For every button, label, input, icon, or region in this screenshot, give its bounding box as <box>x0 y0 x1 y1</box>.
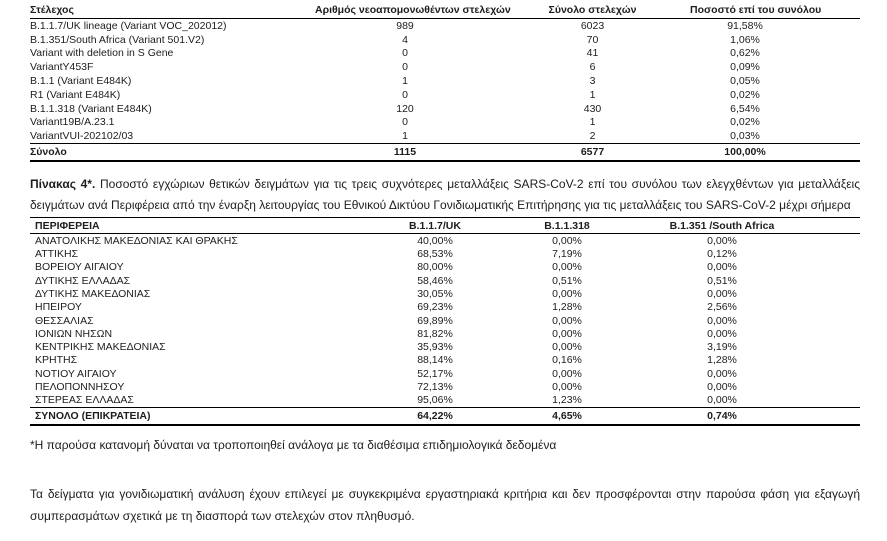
region-row <box>30 287 860 300</box>
variant-pct: 6,54% <box>730 102 760 115</box>
variants-total-pct: 100,00% <box>724 146 766 159</box>
variant-name: B.1.1.7/UK lineage (Variant VOC_202012) <box>30 19 227 32</box>
variant-total-strains: 41 <box>586 47 599 60</box>
region-b117-pct: 40,00% <box>417 234 453 247</box>
region-row <box>30 301 860 314</box>
variant-pct: 0,09% <box>730 61 760 74</box>
variant-pct: 0,02% <box>730 116 760 129</box>
col-header-new-isolates: Αριθμός νεοαπομονωθέντων στελεχών <box>315 3 511 16</box>
region-name: ΚΕΝΤΡΙΚΗΣ ΜΑΚΕΔΟΝΙΑΣ <box>35 341 166 354</box>
variant-name: B.1.351/South Africa (Variant 501.V2) <box>30 33 205 46</box>
variant-pct: 91,58% <box>727 19 763 32</box>
region-b1351-pct: 0,51% <box>707 274 737 287</box>
variant-total-strains: 1 <box>589 88 596 101</box>
variant-row <box>30 60 860 74</box>
regions-total-b117-pct: 64,22% <box>417 409 453 422</box>
region-b117-pct: 81,82% <box>417 327 453 340</box>
region-b117-pct: 95,06% <box>417 394 453 407</box>
region-b11318-pct: 0,00% <box>552 261 582 274</box>
region-b11318-pct: 1,28% <box>552 301 582 314</box>
variants-table <box>30 1 860 162</box>
regions-total-label: ΣΥΝΟΛΟ (ΕΠΙΚΡΑΤΕΙΑ) <box>35 409 151 422</box>
region-b11318-pct: 7,19% <box>552 248 582 261</box>
variant-pct: 1,06% <box>730 33 760 46</box>
regions-table-header <box>30 217 860 234</box>
region-row <box>30 247 860 260</box>
variant-new-isolates: 0 <box>402 47 408 60</box>
region-row <box>30 234 860 247</box>
region-b1351-pct: 0,00% <box>707 261 737 274</box>
variant-row <box>30 74 860 88</box>
region-b1351-pct: 0,00% <box>707 288 737 300</box>
variant-total-strains: 6023 <box>580 19 605 32</box>
closing-paragraph: Τα δείγματα για γονιδιωματική ανάλυση έχουν επιλεγεί με συγκεκριμένα εργαστηριακά κριτήρια και δεν προσφέρονται στην παρούσα φάση για εξαγωγή συμπερασμάτων σχετικά με τη διασπορά των στελεχών στον πληθυσμό. <box>30 486 860 524</box>
region-row <box>30 394 860 407</box>
variant-total-strains: 2 <box>589 130 596 143</box>
variant-new-isolates: 120 <box>396 102 414 115</box>
region-b117-pct: 69,23% <box>417 301 453 314</box>
variant-pct: 0,62% <box>730 47 760 60</box>
region-row <box>30 314 860 327</box>
region-b117-pct: 58,46% <box>417 274 453 287</box>
regions-total-row <box>30 407 860 426</box>
region-row <box>30 380 860 393</box>
region-b117-pct: 88,14% <box>417 354 453 367</box>
region-b11318-pct: 0,00% <box>552 381 582 394</box>
region-b117-pct: 69,89% <box>417 314 453 327</box>
region-name: ΠΕΛΟΠΟΝΝΗΣΟΥ <box>35 381 125 394</box>
variant-row <box>30 19 860 33</box>
variant-row <box>30 88 860 102</box>
variant-name: B.1.1 (Variant E484K) <box>30 75 132 88</box>
region-b117-pct: 30,05% <box>417 288 453 300</box>
variants-total-label: Σύνολο <box>30 146 67 159</box>
region-row <box>30 367 860 380</box>
variant-total-strains: 6 <box>589 61 596 74</box>
region-name: ΔΥΤΙΚΗΣ ΜΑΚΕΔΟΝΙΑΣ <box>35 288 151 300</box>
region-b1351-pct: 0,00% <box>707 394 737 407</box>
variant-new-isolates: 0 <box>402 116 408 129</box>
variant-name: VariantVUI-202102/03 <box>30 130 134 143</box>
variant-name: Variant19B/A.23.1 <box>30 116 115 129</box>
variants-total-new-isolates: 1115 <box>393 146 417 159</box>
variant-new-isolates: 1 <box>402 130 408 143</box>
variants-table-header <box>30 1 860 19</box>
region-b117-pct: 52,17% <box>417 367 453 380</box>
region-b11318-pct: 0,00% <box>552 341 582 354</box>
region-name: ΝΟΤΙΟΥ ΑΙΓΑΙΟΥ <box>35 367 117 380</box>
variant-new-isolates: 0 <box>402 88 408 101</box>
regions-table <box>30 217 860 425</box>
page-content <box>30 1 860 528</box>
region-b117-pct: 80,00% <box>417 261 453 274</box>
variant-total-strains: 430 <box>583 102 602 115</box>
region-name: ΔΥΤΙΚΗΣ ΕΛΛΑΔΑΣ <box>35 274 131 287</box>
region-b1351-pct: 0,12% <box>707 248 737 261</box>
region-b1351-pct: 2,56% <box>707 301 737 314</box>
footnote: *Η παρούσα κατανομή δύναται να τροποποιηθεί ανάλογα με τα διαθέσιμα επιδημιολογικά δεδομένα <box>30 437 557 452</box>
region-b1351-pct: 1,28% <box>707 354 737 367</box>
table4-caption-text: Ποσοστό εγχώριων θετικών δειγμάτων για τις τρεις συχνότερες μεταλλάξεις SARS-CoV-2 επί του συνόλου των ελεγχθέντων για μεταλλάξεις δειγμάτων ανά Περιφέρεια από την έναρξη λειτουργίας του Εθνικού Δικτύου Γονιδιωματικής Επιτήρησης για τις μεταλλάξεις του SARS-CoV-2 μέχρι σήμερα <box>30 177 860 212</box>
region-b11318-pct: 1,23% <box>552 394 582 407</box>
variant-new-isolates: 0 <box>402 61 408 74</box>
region-row <box>30 274 860 287</box>
variant-total-strains: 3 <box>589 75 596 88</box>
variant-row <box>30 129 860 143</box>
variant-new-isolates: 4 <box>402 33 408 46</box>
region-name: ΣΤΕΡΕΑΣ ΕΛΛΑΔΑΣ <box>35 394 134 407</box>
col-header-b1351: B.1.351 /South Africa <box>669 219 775 232</box>
region-name: ΙΟΝΙΩΝ ΝΗΣΩΝ <box>35 327 113 340</box>
variant-total-strains: 70 <box>586 33 599 46</box>
variant-name: B.1.1.318 (Variant E484K) <box>30 102 152 115</box>
regions-total-b1351-pct: 0,74% <box>707 409 737 422</box>
col-header-pct-of-total: Ποσοστό επί του συνόλου <box>690 3 822 16</box>
col-header-total-strains: Σύνολο στελεχών <box>548 3 637 16</box>
variant-pct: 0,05% <box>730 75 760 88</box>
region-b11318-pct: 0,00% <box>552 367 582 380</box>
variant-row <box>30 33 860 47</box>
region-row <box>30 327 860 340</box>
region-row <box>30 261 860 274</box>
region-b1351-pct: 0,00% <box>707 381 737 394</box>
region-b11318-pct: 0,00% <box>552 288 582 300</box>
variant-row <box>30 116 860 130</box>
variant-row <box>30 47 860 61</box>
regions-total-b11318-pct: 4,65% <box>552 409 582 422</box>
region-b117-pct: 35,93% <box>417 341 453 354</box>
variant-name: R1 (Variant E484K) <box>30 88 121 101</box>
variant-new-isolates: 1 <box>402 75 408 88</box>
table4-caption-label: Πίνακας 4*. <box>30 177 96 192</box>
region-b1351-pct: 3,19% <box>707 341 737 354</box>
variant-row <box>30 102 860 116</box>
region-name: ΒΟΡΕΙΟΥ ΑΙΓΑΙΟΥ <box>35 261 124 274</box>
region-b1351-pct: 0,00% <box>707 327 737 340</box>
region-name: ΘΕΣΣΑΛΙΑΣ <box>35 314 94 327</box>
col-header-b117: B.1.1.7/UK <box>409 219 461 232</box>
col-header-strain: Στέλεχος <box>30 3 74 16</box>
region-name: ΚΡΗΤΗΣ <box>35 354 78 367</box>
region-b1351-pct: 0,00% <box>707 314 737 327</box>
col-header-region: ΠΕΡΙΦΕΡΕΙΑ <box>35 219 100 232</box>
col-header-b11318: B.1.1.318 <box>544 219 590 232</box>
region-row <box>30 341 860 354</box>
region-row <box>30 354 860 367</box>
region-name: ΑΝΑΤΟΛΙΚΗΣ ΜΑΚΕΔΟΝΙΑΣ ΚΑΙ ΘΡΑΚΗΣ <box>35 234 238 247</box>
region-b11318-pct: 0,00% <box>552 327 582 340</box>
region-b1351-pct: 0,00% <box>707 234 737 247</box>
region-b117-pct: 72,13% <box>417 381 453 394</box>
variant-total-strains: 1 <box>589 116 596 129</box>
variant-pct: 0,02% <box>730 88 760 101</box>
variant-name: VariantY453F <box>30 61 94 74</box>
region-b1351-pct: 0,00% <box>707 367 737 380</box>
region-b11318-pct: 0,00% <box>552 234 582 247</box>
region-b11318-pct: 0,51% <box>552 274 582 287</box>
variants-total-strains: 6577 <box>580 146 605 159</box>
region-b117-pct: 68,53% <box>417 248 453 261</box>
variant-pct: 0,03% <box>730 130 760 143</box>
variant-name: Variant with deletion in S Gene <box>30 47 174 60</box>
region-name: ΑΤΤΙΚΗΣ <box>35 248 79 261</box>
region-b11318-pct: 0,00% <box>552 314 582 327</box>
variant-new-isolates: 989 <box>396 19 414 32</box>
variants-total-row <box>30 143 860 162</box>
table4-caption <box>30 174 860 215</box>
region-b11318-pct: 0,16% <box>552 354 582 367</box>
region-name: ΗΠΕΙΡΟΥ <box>35 301 82 314</box>
